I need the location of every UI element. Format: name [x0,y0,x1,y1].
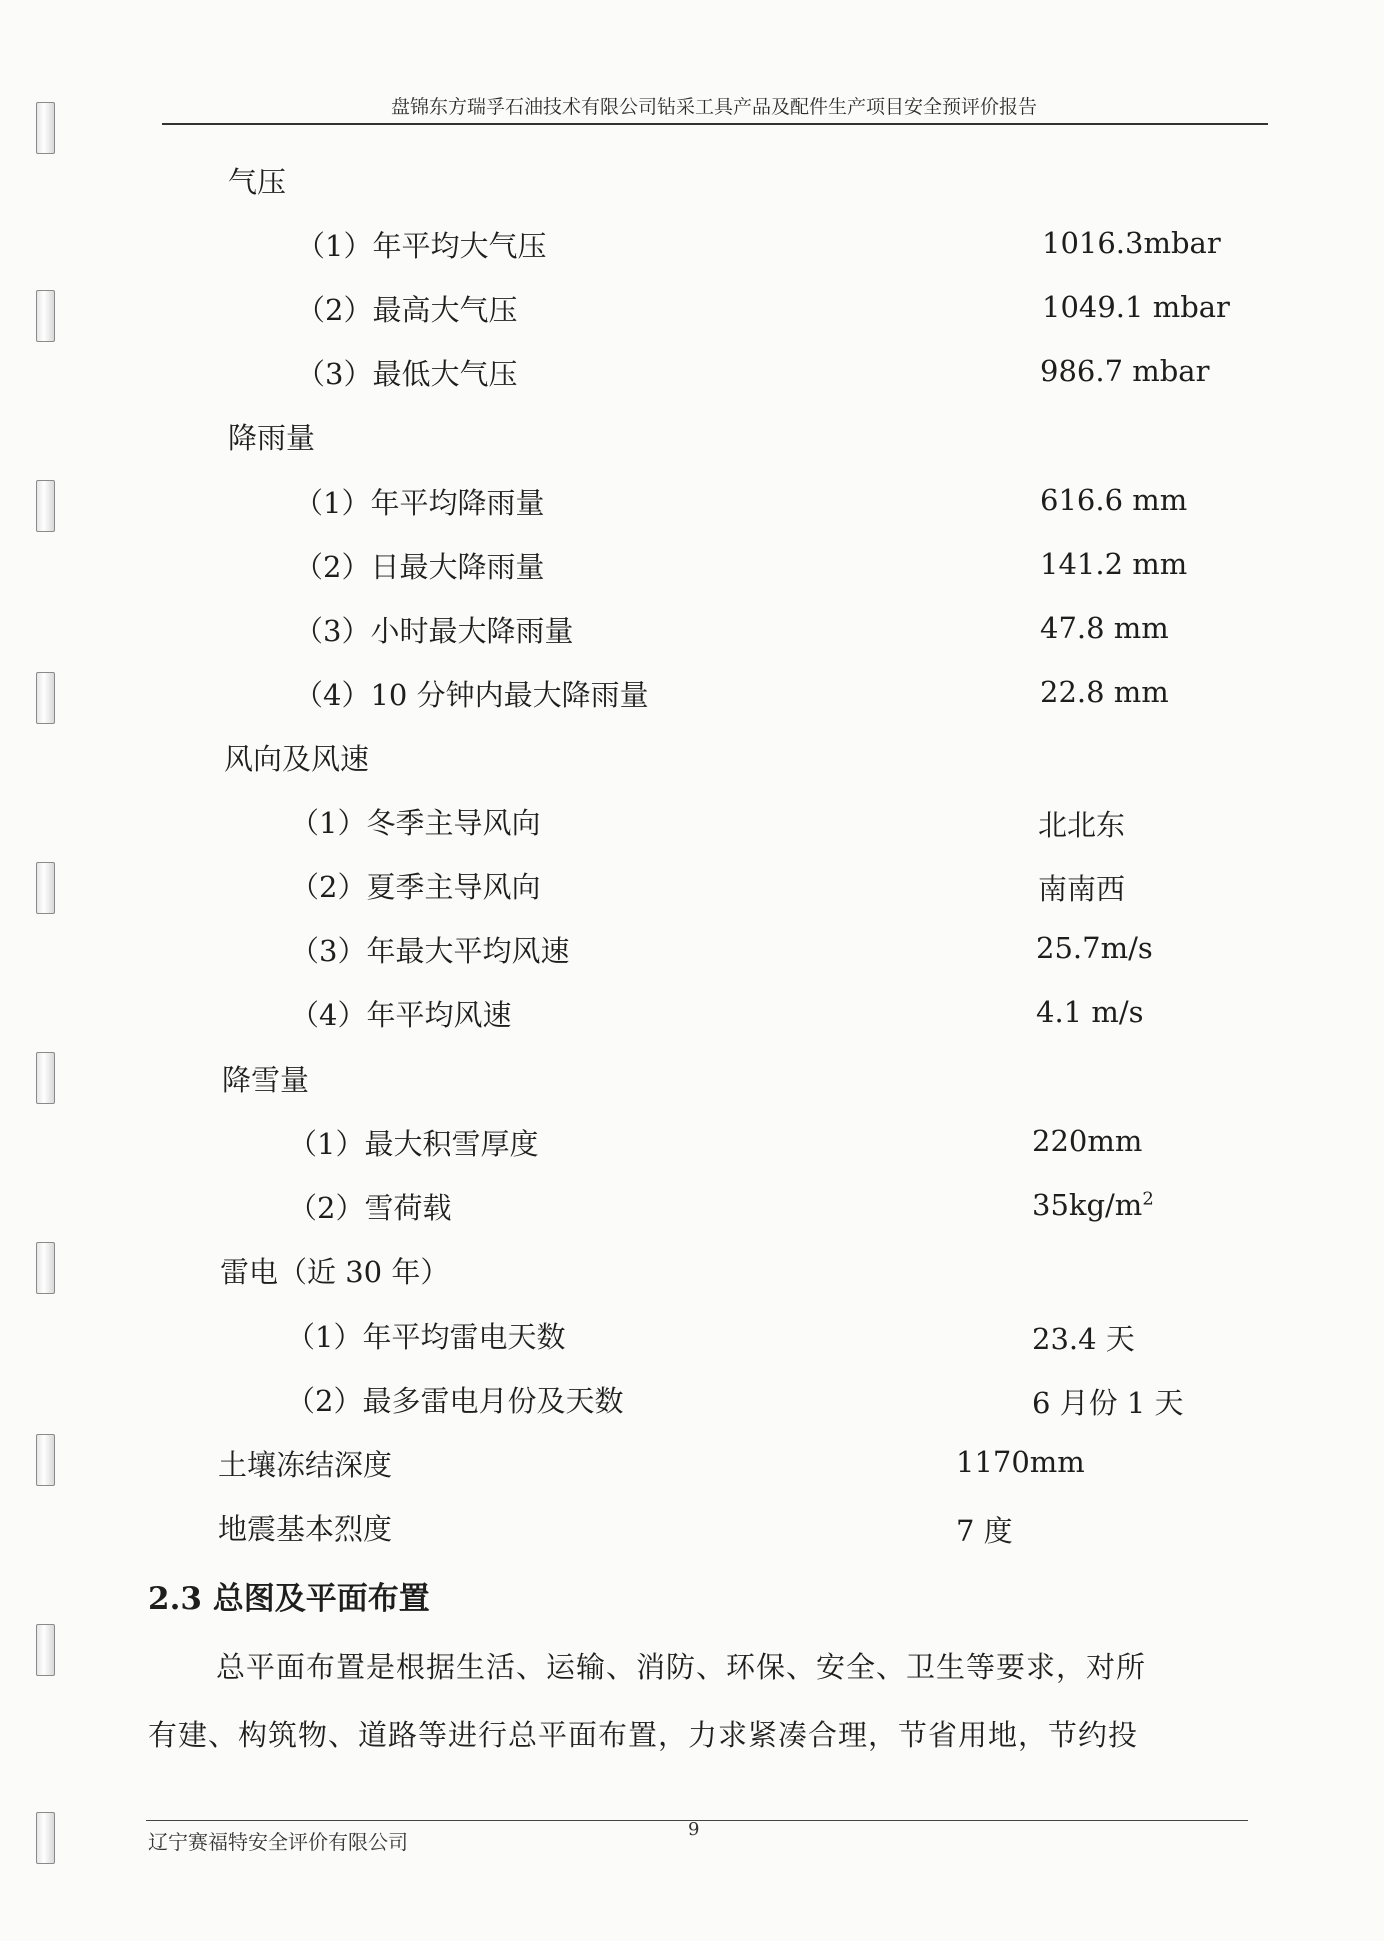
snow-load-value: 35kg/m [1032,1188,1143,1222]
binding-hole [36,1434,55,1486]
item-value: 北北东 [1038,808,1126,842]
report-header-title: 盘锦东方瑞孚石油技术有限公司钻采工具产品及配件生产项目安全预评价报告 [390,96,1037,118]
item-value: 220mm [1032,1124,1143,1158]
binding-hole [36,102,55,154]
item-value: 616.6 mm [1040,483,1188,517]
page-number: 9 [688,1819,700,1840]
item-value: 986.7 mbar [1040,354,1210,388]
item-value-snow-load [1032,1188,1154,1222]
item-label: （2）夏季主导风向 [290,870,541,904]
seismic-value: 7 度 [956,1514,1013,1548]
item-label: （2）最多雷电月份及天数 [286,1384,624,1418]
binding-hole [36,480,55,532]
item-label: （1）冬季主导风向 [290,806,541,840]
binding-hole [36,1052,55,1104]
item-label: （3）最低大气压 [296,357,518,391]
item-value: 23.4 天 [1032,1322,1135,1356]
item-value: 25.7m/s [1036,931,1153,965]
item-label: （4）10 分钟内最大降雨量 [294,678,649,712]
soil-freeze-label: 土壤冻结深度 [218,1448,393,1482]
section-title-snow: 降雪量 [222,1063,310,1097]
item-label: （2）日最大降雨量 [294,550,545,584]
item-label: （1）年平均雷电天数 [286,1320,566,1354]
binding-hole [36,1242,55,1294]
soil-freeze-value: 1170mm [956,1445,1085,1479]
binding-hole [36,290,55,342]
binding-hole [36,1812,55,1864]
section-title-rainfall: 降雨量 [228,421,316,455]
item-value: 47.8 mm [1040,611,1169,645]
item-value: 22.8 mm [1040,675,1169,709]
item-value: 1049.1 mbar [1042,290,1230,324]
paragraph-line: 总平面布置是根据生活、运输、消防、环保、安全、卫生等要求，对所 [216,1650,1147,1684]
seismic-label: 地震基本烈度 [218,1512,393,1546]
item-label: （1）年平均降雨量 [294,486,545,520]
section-title-wind: 风向及风速 [224,742,370,776]
section-heading: 2.3 总图及平面布置 [148,1581,430,1617]
item-value: 6 月份 1 天 [1032,1386,1184,1420]
item-label: （2）最高大气压 [296,293,518,327]
item-label: （2）雪荷载 [288,1191,452,1225]
header-rule [162,123,1268,125]
binding-hole [36,672,55,724]
item-value: 4.1 m/s [1036,995,1144,1029]
paragraph-line: 有建、构筑物、道路等进行总平面布置，力求紧凑合理，节省用地，节约投 [148,1718,1139,1752]
section-title-thunder: 雷电（近 30 年） [220,1255,450,1289]
binding-hole [36,1624,55,1676]
item-label: （1）最大积雪厚度 [288,1127,539,1161]
section-title-pressure: 气压 [228,165,287,199]
item-label: （1）年平均大气压 [296,229,547,263]
item-value: 南南西 [1038,872,1126,906]
item-label: （3）年最大平均风速 [290,934,570,968]
item-label: （4）年平均风速 [290,998,512,1032]
item-label: （3）小时最大降雨量 [294,614,574,648]
item-value: 141.2 mm [1040,547,1188,581]
binding-hole [36,862,55,914]
footer-company: 辽宁赛福特安全评价有限公司 [148,1830,408,1854]
snow-load-exponent: 2 [1142,1188,1154,1210]
item-value: 1016.3mbar [1042,226,1221,260]
